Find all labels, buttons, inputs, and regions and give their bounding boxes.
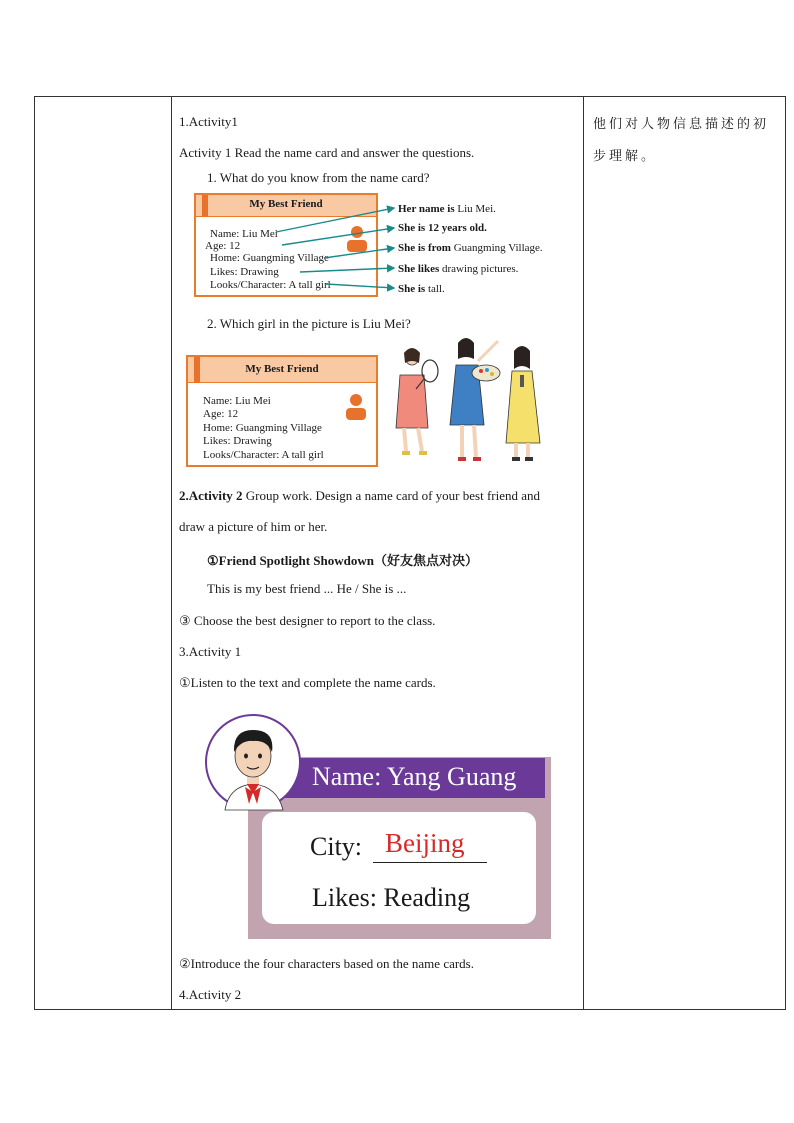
answer-4: She likes drawing pictures.	[398, 263, 519, 275]
spotlight-title: ①Friend Spotlight Showdown（好友焦点对决）	[207, 553, 478, 568]
question-1: 1. What do you know from the name card?	[207, 170, 430, 185]
card-row-name: Name: Liu Mei	[203, 395, 271, 407]
city-answer: Beijing	[385, 828, 465, 858]
name-card-title: My Best Friend	[249, 198, 323, 210]
person-icon	[345, 393, 367, 421]
name-card-title: My Best Friend	[245, 363, 319, 375]
girl-with-racket	[396, 348, 438, 455]
note-line-2: 步理解。	[593, 148, 658, 163]
choose-designer: ③ Choose the best designer to report to the class.	[179, 613, 436, 628]
yang-card-name: Name: Yang Guang	[312, 762, 517, 791]
yang-card-likes: Likes: Reading	[312, 883, 471, 912]
activity2-line1: 2.Activity 2 Group work. Design a name card of your best friend and	[179, 488, 541, 503]
question-2: 2. Which girl in the picture is Liu Mei?	[207, 316, 411, 331]
activity4-heading: 4.Activity 2	[179, 987, 242, 1002]
girl-with-microphone	[506, 346, 540, 461]
answer-2: She is 12 years old.	[398, 222, 487, 234]
activity2-line2: draw a picture of him or her.	[179, 519, 328, 534]
card-row-age: Age: 12	[205, 240, 241, 252]
activity1-instruction: Activity 1 Read the name card and answer the questions.	[179, 145, 475, 160]
note-line-1: 他们对人物信息描述的初	[593, 116, 770, 131]
card-row-home: Home: Guangming Village	[210, 252, 329, 264]
card-row-looks: Looks/Character: A tall girl	[203, 449, 324, 461]
answer-3: She is from Guangming Village.	[398, 242, 543, 254]
card-row-home: Home: Guangming Village	[203, 422, 322, 434]
card-row-name: Name: Liu Mei	[210, 228, 278, 240]
column-divider-2	[583, 97, 584, 1009]
name-card-header	[188, 357, 376, 383]
sentence-frame: This is my best friend ... He / She is ...	[207, 581, 407, 596]
card-row-age: Age: 12	[203, 408, 239, 420]
answer-5: She is tall.	[398, 283, 445, 295]
card-row-likes: Likes: Drawing	[203, 435, 272, 447]
three-girls-illustration	[388, 333, 548, 465]
listen-instruction: ①Listen to the text and complete the name cards.	[179, 675, 436, 690]
card-row-looks: Looks/Character: A tall girl	[210, 279, 331, 291]
name-card-2	[186, 355, 378, 467]
answer-1: Her name is Liu Mei.	[398, 203, 496, 215]
activity1-heading: 1.Activity1	[179, 114, 238, 129]
introduce-instruction: ②Introduce the four characters based on the name cards.	[179, 956, 474, 971]
boy-avatar	[203, 714, 304, 811]
girl-with-palette	[450, 338, 500, 461]
column-divider-1	[171, 97, 172, 1009]
yang-card-city-label: City:	[310, 832, 363, 861]
connector-arrows	[240, 200, 400, 300]
city-blank-line	[373, 862, 487, 863]
card-row-likes: Likes: Drawing	[210, 266, 279, 278]
activity3-heading: 3.Activity 1	[179, 644, 242, 659]
